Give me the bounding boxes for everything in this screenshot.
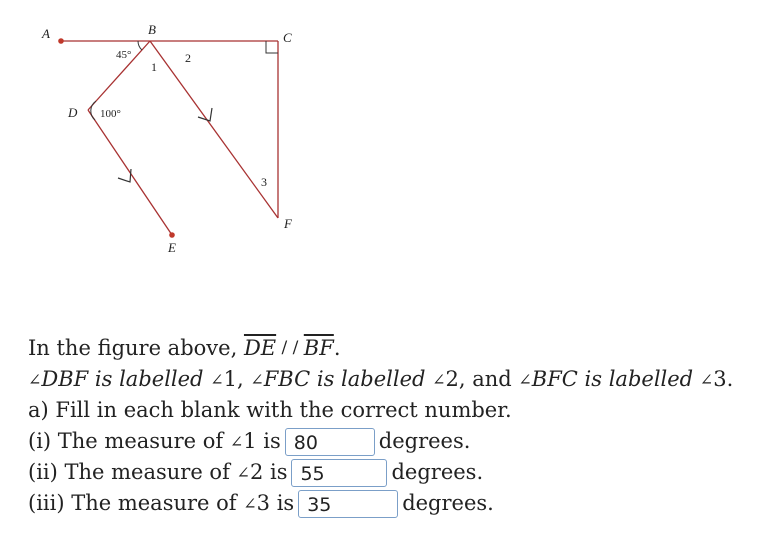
angle-symbol: ∠	[236, 463, 250, 482]
question-1-line	[28, 426, 733, 457]
labels-line	[28, 364, 733, 395]
q3-prefix: (iii) The measure of	[28, 491, 244, 515]
answer-3-input[interactable]: 35	[298, 490, 398, 518]
angle-arc-45	[138, 41, 142, 50]
labels-text-5: BFC is labelled	[531, 367, 700, 391]
label-a: A	[42, 26, 50, 41]
angle-3-label: 3	[261, 175, 267, 189]
angle-100-label: 100°	[100, 108, 121, 120]
part-a-text: a) Fill in each blank with the correct number.	[28, 398, 512, 422]
angle-symbol: ∠	[210, 370, 224, 389]
labels-text-4: 2, and	[445, 367, 519, 391]
angle-symbol: ∠	[699, 370, 714, 389]
q3-suffix: 3 is	[256, 491, 295, 515]
angle-symbol: ∠	[229, 432, 244, 451]
intro-text: In the figure above,	[28, 336, 238, 360]
point-a-dot	[58, 38, 64, 44]
intro-end: .	[333, 336, 341, 360]
labels-text-1: DBF is labelled	[41, 367, 211, 391]
labels-text-2: 1,	[223, 367, 251, 391]
line-de	[88, 110, 172, 235]
angle-symbol: ∠	[518, 370, 532, 389]
labels-text-6: 3.	[713, 367, 734, 391]
q2-prefix: (ii) The measure of	[28, 460, 237, 484]
parallel-symbol: / /	[276, 338, 304, 358]
angle-symbol: ∠	[243, 494, 257, 513]
answer-1-input[interactable]: 80	[285, 428, 375, 456]
part-a-line	[28, 395, 733, 426]
angle-2-label: 2	[185, 51, 191, 65]
q1-unit: degrees.	[378, 429, 471, 453]
angle-symbol: ∠	[28, 370, 42, 389]
q3-unit: degrees.	[402, 491, 494, 515]
line-bf	[150, 41, 278, 218]
angle-1-label: 1	[151, 60, 157, 74]
q1-suffix: 1 is	[243, 429, 281, 453]
angle-symbol: ∠	[250, 370, 264, 389]
intro-line	[28, 333, 733, 364]
segment-bf: $\overline{BF}$	[303, 336, 334, 360]
point-e-dot	[169, 232, 175, 238]
question-3-line	[28, 488, 733, 519]
label-d: D	[68, 105, 78, 120]
question-text	[28, 333, 733, 519]
q2-suffix: 2 is	[249, 460, 288, 484]
label-b: B	[148, 22, 156, 37]
answer-2-input[interactable]: 55	[291, 459, 387, 487]
angle-45-label: 45°	[116, 49, 132, 61]
angle-symbol: ∠	[432, 370, 446, 389]
q1-prefix: (i) The measure of	[28, 429, 230, 453]
question-2-line	[28, 457, 733, 488]
labels-text-3: FBC is labelled	[263, 367, 433, 391]
segment-de: $\overline{DE}$	[243, 336, 277, 360]
label-f: F	[284, 216, 292, 231]
right-angle-mark	[266, 41, 278, 53]
label-e: E	[168, 240, 176, 255]
label-c: C	[283, 30, 292, 45]
q2-unit: degrees.	[391, 460, 484, 484]
